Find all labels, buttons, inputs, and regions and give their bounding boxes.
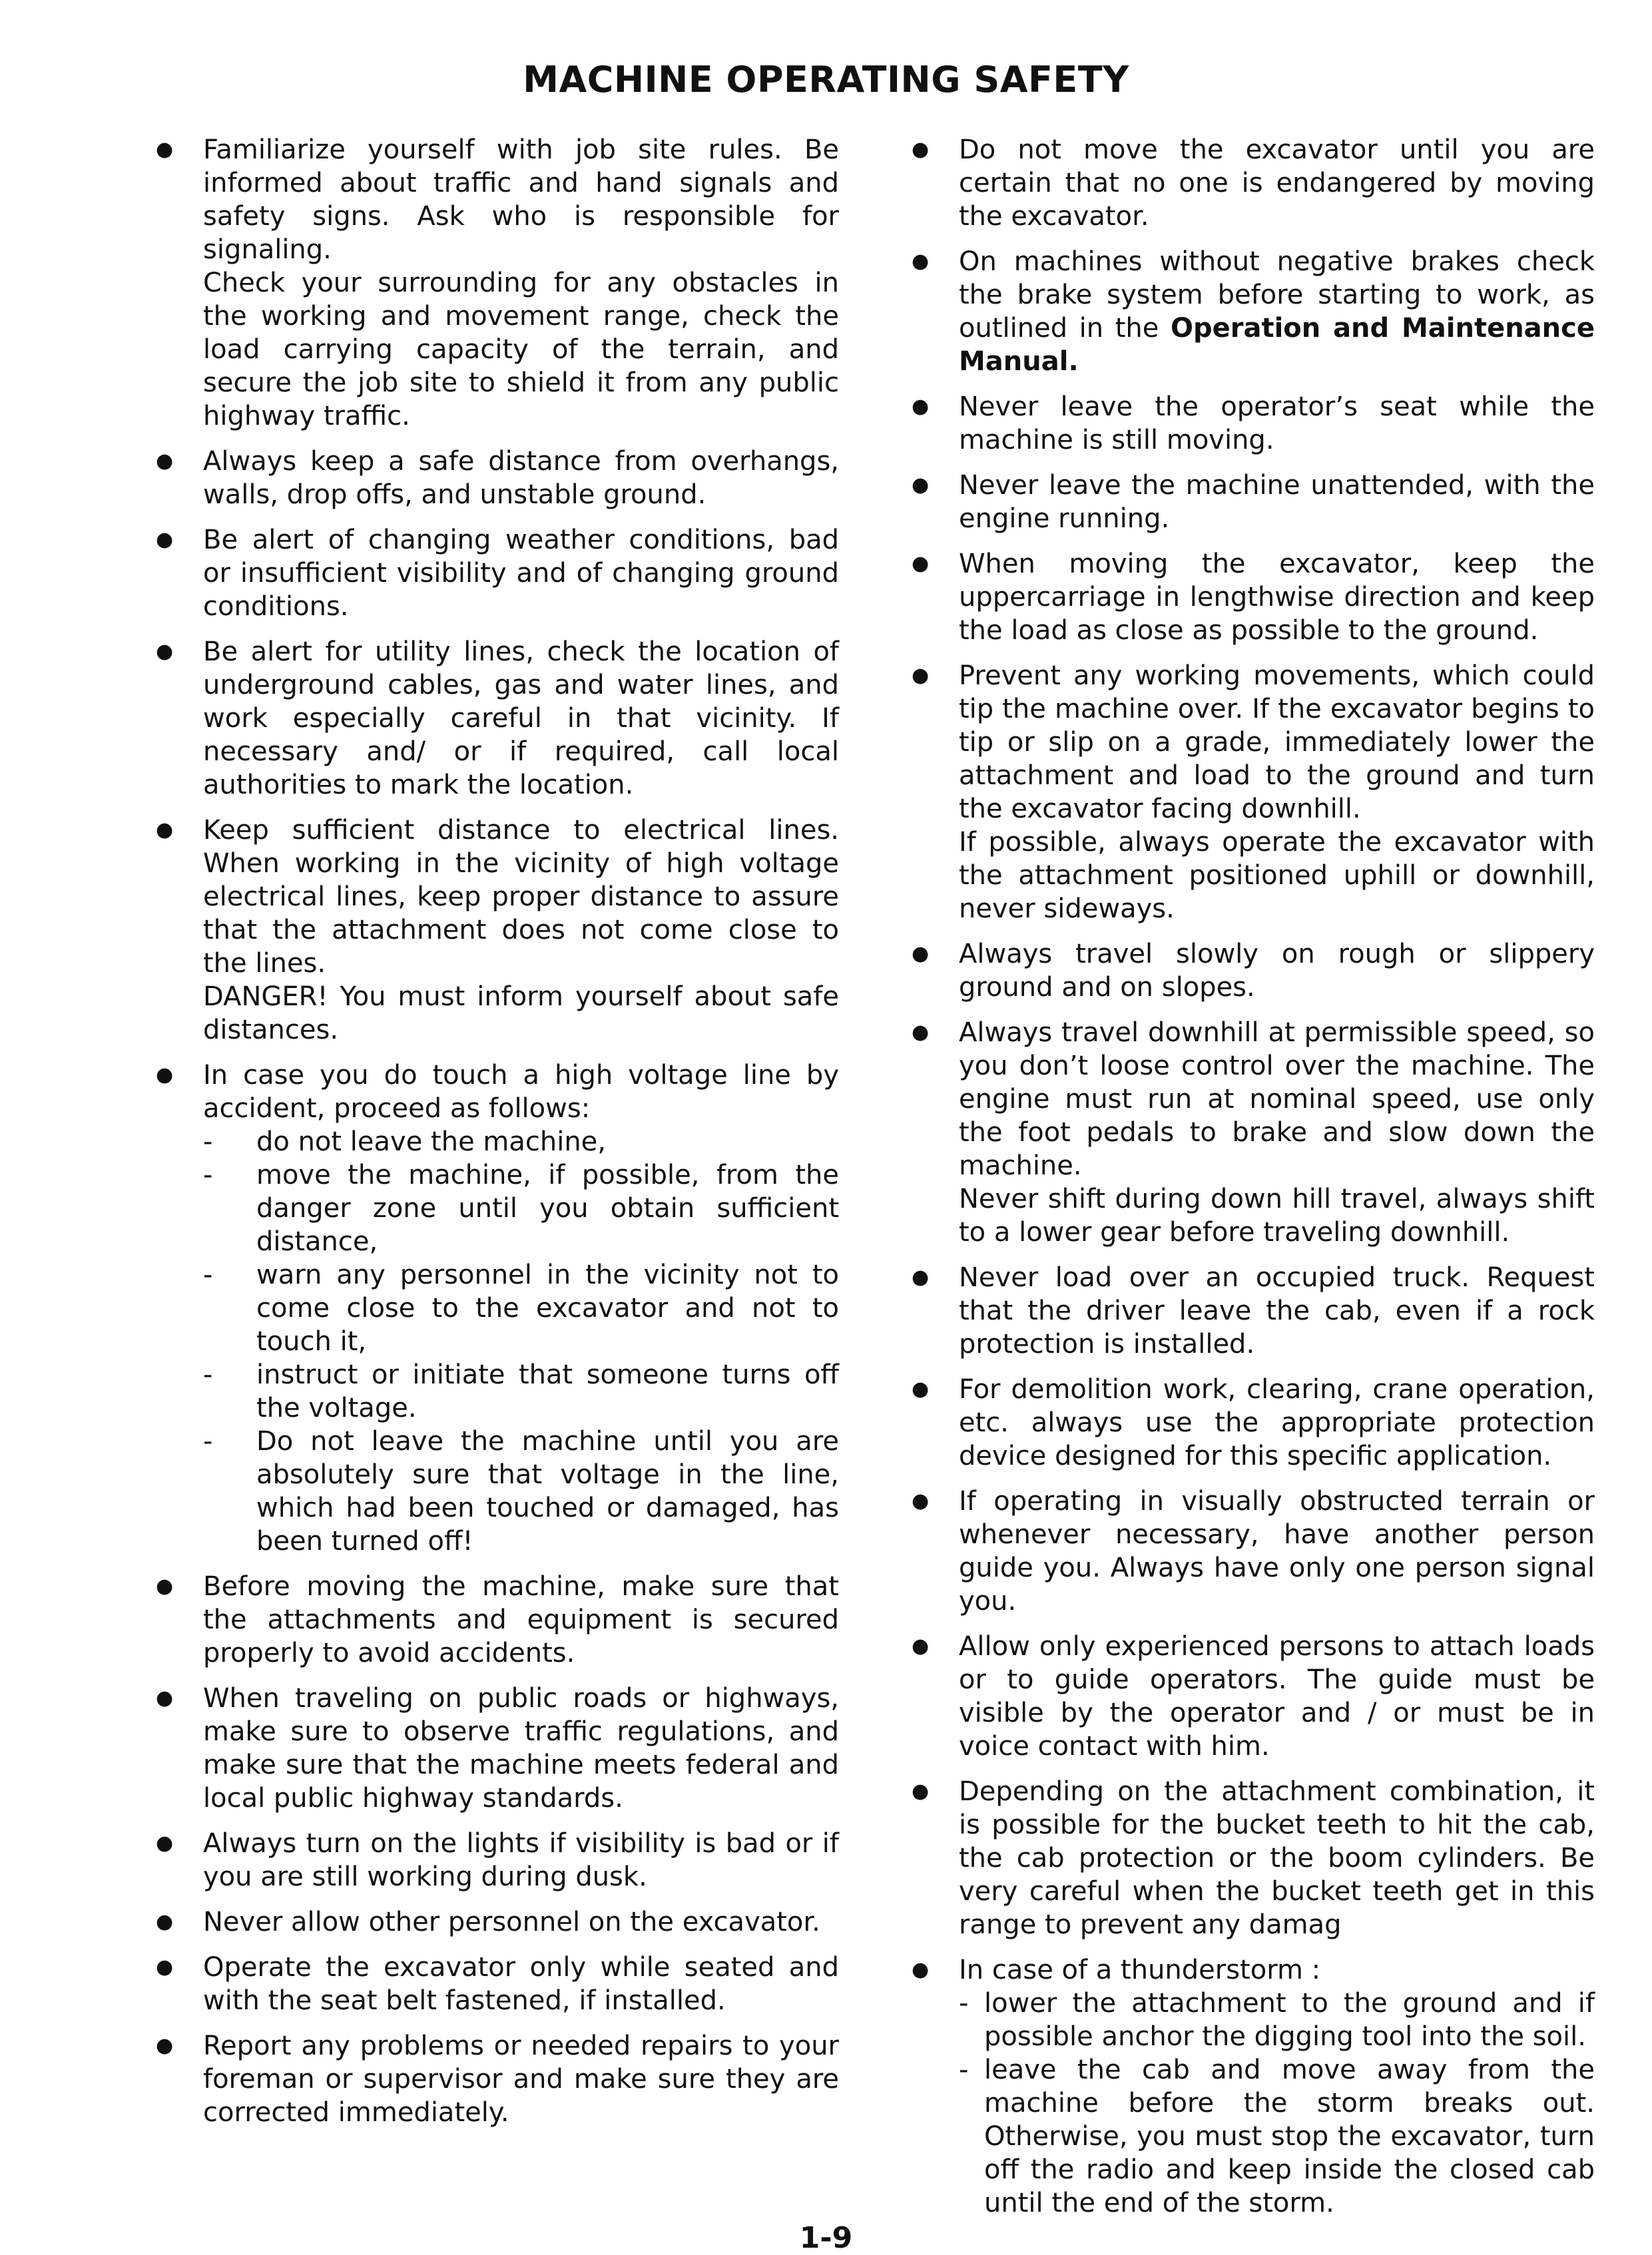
paragraph: Never shift during down hill travel, always shift to a lower gear before traveling downhill. — [959, 1184, 1595, 1248]
text-run: On machines without negative brakes check the brake system before starting to work, as outlined in the — [959, 246, 1595, 344]
paragraph: ● Be alert for utility lines, check the location of underground cables, gas and water lines, and work especially careful in that vicinity. If necessary and/ or if required, call local authorities to mark the location. — [203, 636, 839, 800]
sub-list-item: - do not leave the machine, — [203, 1125, 839, 1158]
sub-list-item: - warn any personnel in the vicinity not to come close to the excavator and not to touch it, — [203, 1258, 839, 1358]
list-item — [140, 1059, 839, 1558]
paragraph: Check your surrounding for any obstacles in the working and movement range, check the load carrying capacity of the terrain, and secure the job site to shield it from any public highway traffic. — [203, 268, 839, 431]
list-item — [140, 1951, 839, 2017]
list-item — [896, 1485, 1595, 1618]
list-item — [140, 635, 839, 802]
list-item — [896, 1630, 1595, 1763]
paragraph: DANGER! You must inform yourself about safe distances. — [203, 981, 839, 1045]
paragraph: ● For demolition work, clearing, crane operation, etc. always use the appropriate protection device designed for this specific application. — [959, 1374, 1595, 1471]
page-number: 1-9 — [799, 2221, 853, 2255]
paragraph: ● Never allow other personnel on the excavator. — [203, 1907, 820, 1937]
list-item — [896, 133, 1595, 233]
left-bullet-list — [140, 133, 839, 2129]
paragraph: ● Before moving the machine, make sure that the attachments and equipment is secured properly to avoid accidents. — [203, 1571, 839, 1668]
paragraph: ● In case you do touch a high voltage line by accident, proceed as follows: — [203, 1060, 839, 1124]
paragraph: ● Never leave the machine unattended, with the engine running. — [959, 470, 1595, 534]
paragraph: ● Never load over an occupied truck. Request that the driver leave the cab, even if a rock protection is installed. — [959, 1262, 1595, 1360]
sub-list — [959, 1987, 1595, 2220]
left-column — [140, 133, 839, 2141]
list-item — [140, 1570, 839, 1670]
paragraph: ● Keep sufficient distance to electrical lines. When working in the vicinity of high voltage electrical lines, keep proper distance to assure that the attachment does not come close to the lines. — [203, 815, 839, 979]
list-item — [896, 1261, 1595, 1361]
paragraph: ● Do not move the excavator until you are certain that no one is endangered by moving the excavator. — [959, 134, 1595, 232]
list-item — [896, 1953, 1595, 2220]
paragraph: ● When moving the excavator, keep the uppercarriage in lengthwise direction and keep the load as close as possible to the ground. — [959, 549, 1595, 646]
paragraph: ● Familiarize yourself with job site rules. Be informed about traffic and hand signals and safety signs. Ask who is responsible for signaling. — [203, 134, 839, 265]
list-item — [896, 469, 1595, 535]
list-item — [140, 523, 839, 623]
list-item — [140, 1827, 839, 1893]
paragraph: ● Always travel slowly on rough or slippery ground and on slopes. — [959, 939, 1595, 1003]
paragraph: ● Always turn on the lights if visibility is bad or if you are still working during dusk. — [203, 1828, 839, 1892]
list-item — [896, 937, 1595, 1004]
list-item — [140, 814, 839, 1047]
paragraph: If possible, always operate the excavator with the attachment positioned uphill or downhill, never sideways. — [959, 827, 1595, 924]
right-bullet-list — [896, 133, 1595, 2220]
list-item — [896, 659, 1595, 925]
sub-list-item: - instruct or initiate that someone turns off the voltage. — [203, 1358, 839, 1425]
paragraph: ● In case of a thunderstorm : — [959, 1955, 1321, 1985]
paragraph: ● Be alert of changing weather conditions, bad or insufficient visibility and of changing ground conditions. — [203, 525, 839, 622]
paragraph: ● Prevent any working movements, which could tip the machine over. If the excavator begins to tip or slip on a grade, immediately lower the attachment and load to the ground and turn the excavator facing downhill. — [959, 660, 1595, 824]
right-column — [896, 133, 1595, 2232]
sub-list-item: - leave the cab and move away from the machine before the storm breaks out. Otherwise, you must stop the excavator, turn off the radio and keep inside the closed cab until the end of the storm. — [959, 2053, 1595, 2220]
paragraph: ● Depending on the attachment combination, it is possible for the bucket teeth to hit the cab, the cab protection or the boom cylinders. Be very careful when the bucket teeth get in this range to prevent any damag — [959, 1776, 1595, 1940]
paragraph: ● Never leave the operator’s seat while the machine is still moving. — [959, 391, 1595, 455]
manual-reference: Operation and Maintenance Manual. — [959, 313, 1595, 377]
paragraph: ● Report any problems or needed repairs to your foreman or supervisor and make sure they are corrected immediately. — [203, 2031, 839, 2128]
list-item — [140, 1905, 839, 1939]
paragraph: ● If operating in visually obstructed terrain or whenever necessary, have another person guide you. Always have only one person signal you. — [959, 1486, 1595, 1617]
list-item — [896, 547, 1595, 647]
paragraph: ● When traveling on public roads or highways, make sure to observe traffic regulations, and make sure that the machine meets federal and local public highway standards. — [203, 1683, 839, 1814]
sub-list-item: - lower the attachment to the ground and if possible anchor the digging tool into the soil. — [959, 1987, 1595, 2053]
list-item — [896, 390, 1595, 457]
sub-list — [203, 1125, 839, 1558]
paragraph: ● Always travel downhill at permissible speed, so you don’t loose control over the machine. The engine must run at nominal speed, use only the foot pedals to brake and slow down the machine. — [959, 1017, 1595, 1181]
list-item — [140, 2029, 839, 2129]
sub-list-item: - move the machine, if possible, from the danger zone until you obtain sufficient distance, — [203, 1158, 839, 1258]
sub-list-item: - Do not leave the machine until you are absolutely sure that voltage in the line, which had been touched or damaged, has been turned off! — [203, 1425, 839, 1558]
paragraph: ● Always keep a safe distance from overhangs, walls, drop offs, and unstable ground. — [203, 446, 839, 510]
list-item — [896, 1373, 1595, 1473]
list-item — [140, 133, 839, 433]
page-title: MACHINE OPERATING SAFETY — [523, 59, 1129, 101]
paragraph: ● Operate the excavator only while seated and with the seat belt fastened, if installed. — [203, 1952, 839, 2016]
list-item — [140, 1682, 839, 1815]
list-item — [896, 1016, 1595, 1249]
list-item — [896, 245, 1595, 378]
list-item — [896, 1775, 1595, 1941]
list-item — [140, 445, 839, 511]
paragraph — [959, 245, 1595, 378]
paragraph: ● Allow only experienced persons to attach loads or to guide operators. The guide must be visible by the operator and / or must be in voice contact with him. — [959, 1631, 1595, 1762]
